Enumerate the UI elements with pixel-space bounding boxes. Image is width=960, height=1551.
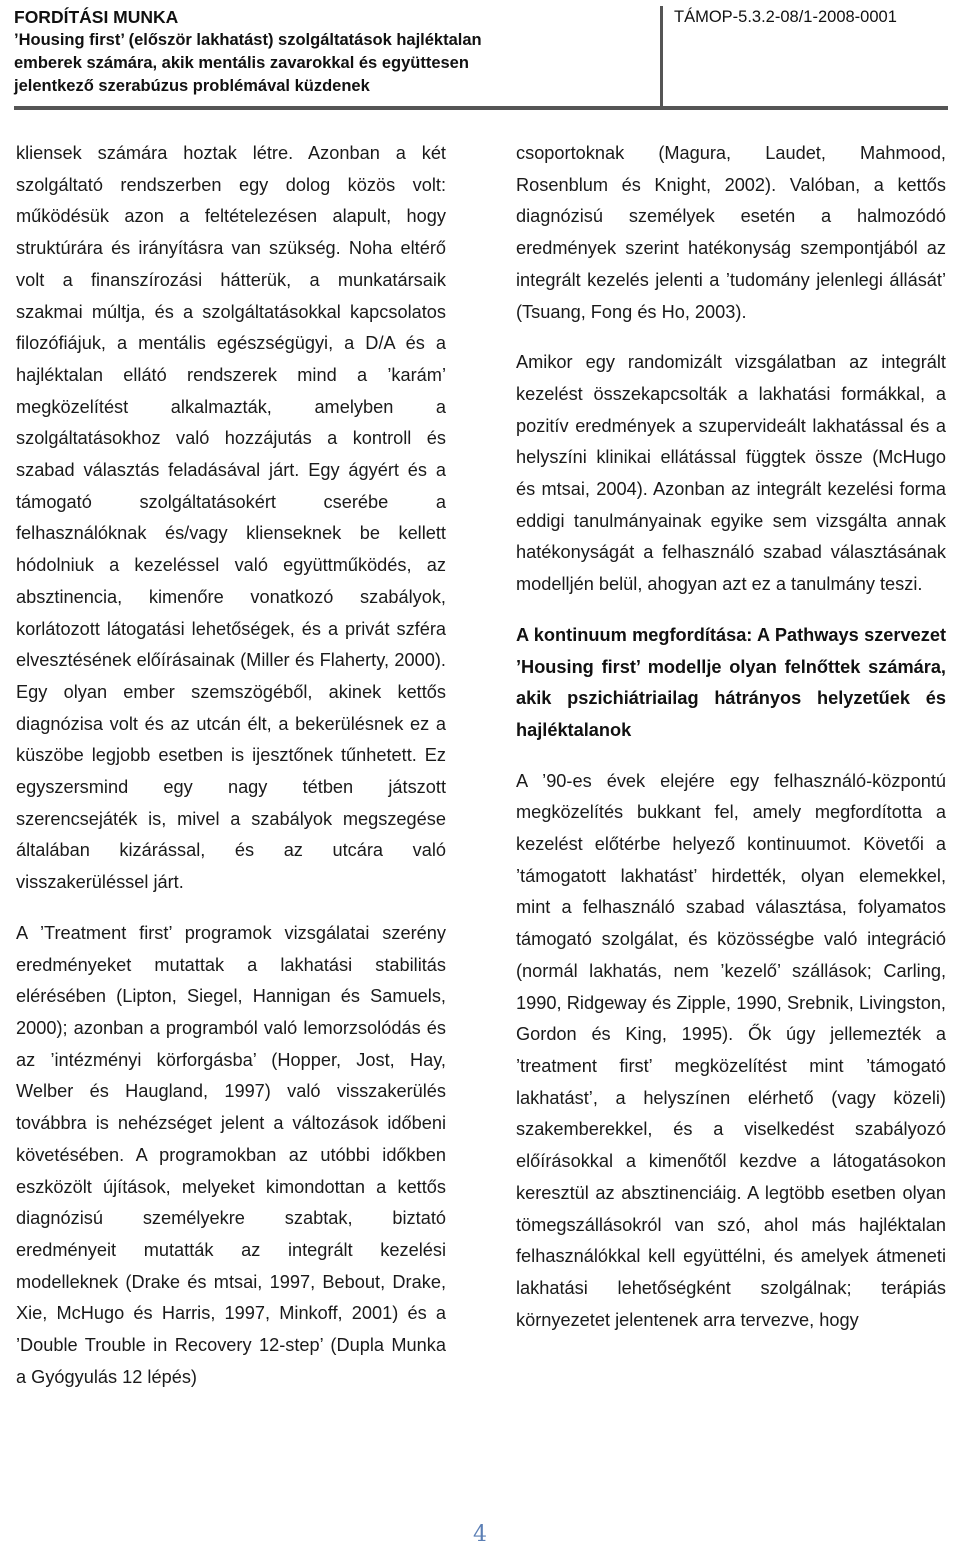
- left-column: [16, 138, 446, 1393]
- left-paragraph-1: kliensek számára hoztak létre. Azonban a két szolgáltató rendszerben egy dolog közös volt: működésük azon a feltételezésen alapult, hogy struktúrára és irányításra van szükség. Noha eltérő volt a finanszírozási hátterük, a munkatársaik szakmai múltja, és a szolgáltatásokkal kapcsolatos filozófiájuk, a mentális egészségügyi, a D/A és a hajléktalan ellátó rendszerek mind a ’karám’ megközelítést alkalmazták, amelyben a szolgáltatásokhoz való hozzájutás a kontroll és szabad választás feladásával járt. Egy ágyért és a támogató szolgáltatásokért cserébe a felhasználóknak és/vagy klienseknek be kellett hódolniuk a kezeléssel való együttműködés, az absztinencia, kimenőre vonatkozó szabályok, korlátozott látogatási lehetőségek, és a privát szféra elvesztésének előírásainak (Miller és Flaherty, 2000). Egy olyan ember szemszögéből, akinek kettős diagnózisa volt és az utcán élt, a bekerülésnek ez a küszöbe legjobb esetben is ijesztőnek tűnhetett. Ez egyszersmind egy nagy tétben játszott szerencsejáték is, mivel a szabályok megszegése általában kizárással, és az utcára való visszakerüléssel járt.: [16, 143, 446, 893]
- page-number: 4: [473, 1522, 487, 1547]
- header-title: FORDÍTÁSI MUNKA: [14, 7, 179, 27]
- right-paragraph-3: A ’90-es évek elejére egy felhasználó-központú megközelítés bukkant fel, amely megfordította a kezelést előtérbe helyező kontinuumot. Követői a ’támogatott lakhatást’ hirdették, olyan elemekkel, mint a felhasználó szabad választása, folyamatos támogató szolgálat, és közösségbe való integráció (normál lakhatás, nem ’kezelő’ szállások; Carling, 1990, Ridgeway és Zipple, 1990, Srebnik, Livingston, Gordon és King, 1995). Ők úgy jellemezték a ’treatment first’ megközelítést mint ’támogató lakhatást’, a helyszínen elérhető (vagy közeli) szakemberekkel, és a viselkedést szabályozó előírásokkal a kimenőtől kezdve a látogatásokon keresztül az absztinenciáig. A legtöbb esetben olyan tömegszállásokról van szó, ahol más hajléktalan felhasználókkal kell együttélni, és amelyek átmeneti lakhatási lehetőségként szolgálnak; terápiás környezetet jelentenek arra tervezve, hogy: [516, 770, 946, 1330]
- right-paragraph-2: Amikor egy randomizált vizsgálatban az integrált kezelést összekapcsolták a lakhatási formákkal, a pozitív eredmények a szupervideált lakhatással és a helyszíni klinikai ellátással függtek össze (McHugo és mtsai, 2004). Azonban az integrált kezelési forma eddigi tanulmányainak egyike sem vizsgálta annak hatékonyságát a felhasználó szabad választásának modelljén belül, ahogyan azt ez a tanulmány teszi.: [516, 352, 946, 595]
- header-subtitle-line-2: emberek számára, akik mentális zavarokkal és együttesen: [14, 54, 469, 72]
- header-title-block: [14, 6, 644, 98]
- header-subtitle-line-3: jelentkező szerabúzus problémával küzdenek: [14, 77, 370, 95]
- right-column: [516, 138, 946, 1336]
- page-header: [14, 6, 946, 106]
- header-horizontal-divider: [14, 106, 948, 110]
- header-vertical-divider: [660, 6, 663, 110]
- left-paragraph-2: A ’Treatment first’ programok vizsgálatai szerény eredményeket mutattak a lakhatási stabilitás elérésében (Lipton, Siegel, Hannigan és Samuels, 2000); azonban a programból való lemorzsolódás és az ’intézményi körforgásba’ (Hopper, Jost, Hay, Welber és Haugland, 1997) való visszakerülés továbbra is nehézséget jelent a változások időbeni követésében. A programokban az utóbbi időkben eszközölt újítások, melyeket kimondottan a kettős diagnózisú személyekre szabtak, biztató eredményeit mutatták az integrált kezelési modelleknek (Drake és mtsai, 1997, Bebout, Drake, Xie, McHugo és Harris, 1997, Minkoff, 2001) és a ’Double Trouble in Recovery 12-step’ (Dupla Munka a Gyógyulás 12 lépés): [16, 922, 446, 1387]
- header-subtitle-line-1: ’Housing first’ (először lakhatást) szolgáltatások hajléktalan: [14, 31, 482, 49]
- section-heading: A kontinuum megfordítása: A Pathways szervezet ’Housing first’ modellje olyan felnőttek számára, akik pszichiátriailag hátrányos helyzetűek és hajléktalanok: [516, 624, 946, 740]
- project-code: TÁMOP-5.3.2-08/1-2008-0001: [674, 8, 897, 26]
- right-paragraph-1: csoportoknak (Magura, Laudet, Mahmood, Rosenblum és Knight, 2002). Valóban, a kettős diagnózisú személyek esetén a halmozódó eredmények szerint hatékonyság szempontjából az integrált kezelés jelenti a ’tudomány jelenlegi állását’ (Tsuang, Fong és Ho, 2003).: [516, 143, 946, 322]
